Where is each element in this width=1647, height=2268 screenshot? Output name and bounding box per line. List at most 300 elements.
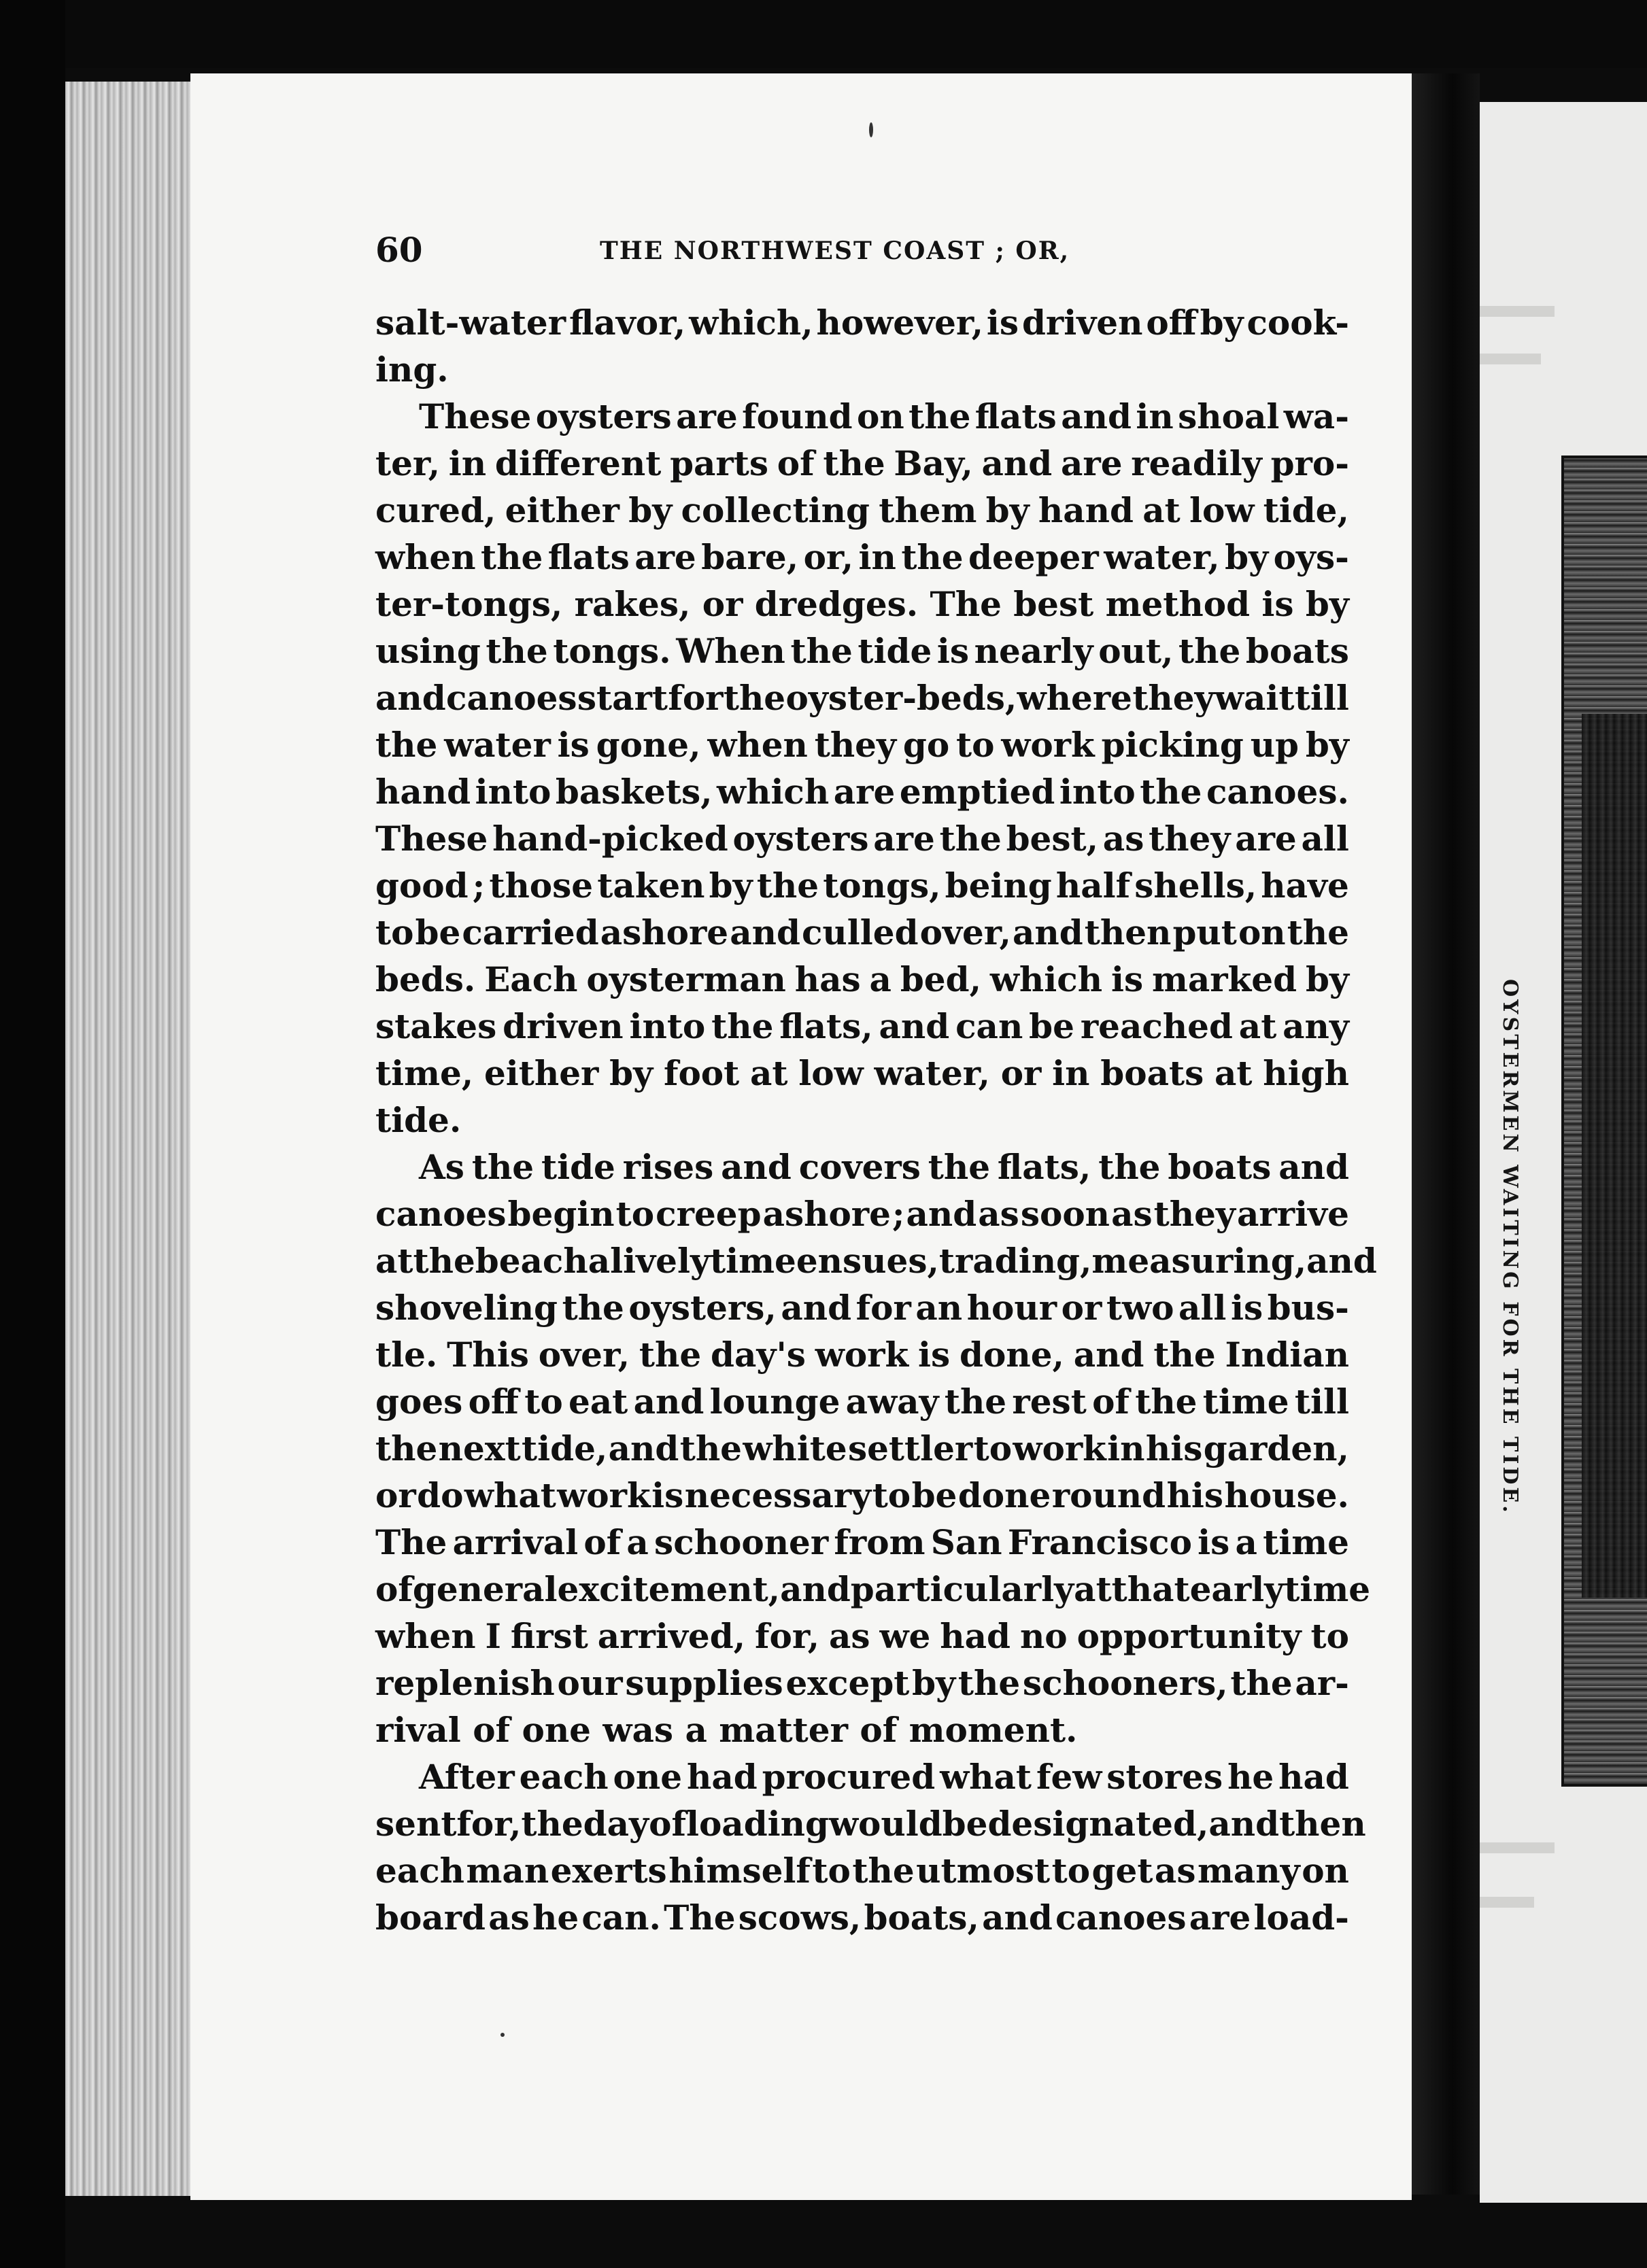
word: the [1140,772,1202,812]
word: a [588,1241,611,1281]
word: ing. [375,349,449,390]
word: till [1294,678,1349,718]
word: shoveling [375,1288,558,1328]
word: put [1172,912,1237,952]
word: had [1278,1757,1349,1797]
word: at [1215,1053,1253,1093]
word: Indian [1225,1335,1349,1375]
word: low [1189,490,1255,530]
word: canoes. [1206,772,1349,812]
word: is [936,631,970,671]
word: each [375,1851,465,1891]
word: foot [663,1053,740,1093]
word: boats [1245,631,1349,671]
text-line [375,1660,1349,1706]
word: lounge [709,1381,841,1422]
text-line [375,909,1349,956]
word: The [375,1522,447,1562]
word: and [1073,1335,1144,1375]
word: has [794,959,861,999]
word: day's [711,1335,806,1375]
text-line [375,1613,1349,1660]
word: measuring, [1091,1241,1307,1281]
word: white [743,1428,847,1468]
word: tle. [375,1335,438,1375]
word: oyster-beds, [785,678,1017,718]
word: supplies [625,1663,783,1703]
word: shells, [1134,865,1257,906]
word: time [1263,1522,1349,1562]
word: necessary [684,1475,872,1515]
word: day [583,1804,649,1844]
text-line [375,1706,1349,1753]
word: water [444,725,551,765]
word: oysters, [628,1288,777,1328]
word: the [375,1428,438,1468]
word: nearly [974,631,1093,671]
text-line [375,1331,1349,1378]
word: bed, [900,959,981,999]
word: oysters [535,396,672,436]
word: and [730,912,800,952]
word: of [1092,1381,1130,1422]
word: and [608,1428,679,1468]
word: and [1061,396,1132,436]
word: tide, [522,1428,608,1468]
word: at [1074,1569,1112,1609]
word: by [1305,725,1349,765]
word: As [419,1147,464,1187]
word: was [602,1710,674,1750]
word: Each [484,959,578,999]
word: or [375,1475,416,1515]
word: round [1051,1475,1166,1515]
word: settler [847,1428,973,1468]
word: all [1301,819,1349,859]
word: a [685,1710,707,1750]
word: exerts [550,1851,667,1891]
word: the [413,1241,475,1281]
word: either [505,490,619,530]
word: readily [1131,443,1262,483]
word: off [468,1381,519,1422]
word: time [1284,1569,1371,1609]
word: in [1107,1428,1145,1468]
word: soon [1020,1194,1110,1234]
word: and [1012,912,1083,952]
word: each [519,1757,609,1797]
word: opportunity [1076,1616,1302,1656]
word: the [1098,1147,1161,1187]
word: good [375,865,469,906]
word: and [781,1288,852,1328]
word: first [510,1616,588,1656]
word: boats, [864,1897,979,1938]
word: work [815,1335,909,1375]
word: had [686,1757,758,1797]
word: the [562,1288,624,1328]
text-line [375,1847,1349,1894]
word: work [557,1475,651,1515]
word: parts [670,443,769,483]
scan-speck [500,2033,505,2037]
word: the [1287,912,1349,952]
word: be [942,1804,988,1844]
word: those [489,865,594,906]
word: is [1198,1522,1230,1562]
word: rakes, [574,584,691,624]
word: to [1310,1616,1349,1656]
word: and [1306,1241,1377,1281]
word: by [609,1053,653,1093]
word: out, [1098,631,1174,671]
text-line [375,440,1349,487]
word: which [989,959,1103,999]
word: over, [538,1335,630,1375]
running-title: THE NORTHWEST COAST ; OR, [600,237,1070,265]
word: into [1059,772,1136,812]
word: cured, [375,490,496,530]
word: best [1013,584,1094,624]
word: flats [974,396,1057,436]
word: except [785,1663,910,1703]
word: is [557,725,590,765]
text-line [375,1284,1349,1331]
word: is [918,1335,951,1375]
word: driven [1021,303,1143,343]
word: being [945,865,1052,906]
word: or [1000,1053,1042,1093]
word: lively [610,1241,711,1281]
word: at [750,1053,788,1093]
text-line [375,1472,1349,1519]
word: The [664,1897,736,1938]
word: pro- [1270,443,1349,483]
word: by [628,490,673,530]
word: they [1132,678,1215,718]
word: to [1051,1851,1091,1891]
word: a [869,959,892,999]
text-line [375,862,1349,909]
word: they [1153,1194,1236,1234]
text-line [375,299,1349,346]
word: emptied [899,772,1055,812]
word: are [1235,819,1297,859]
word: load- [1253,1897,1349,1938]
word: house. [1224,1475,1349,1515]
word: in [448,443,487,483]
word: as [828,1616,870,1656]
book-page-edges [65,82,194,2196]
word: the [711,1006,774,1046]
text-line [375,1050,1349,1097]
word: when [707,725,808,765]
word: and [721,1147,792,1187]
facing-page [1480,102,1647,2203]
text-line [375,1144,1349,1190]
word: arrival [452,1522,579,1562]
text-line [375,346,1349,393]
word: start [577,678,668,718]
word: ; [472,865,486,906]
word: into [475,772,551,812]
word: the [375,725,438,765]
word: or [702,584,743,624]
word: however, [816,303,984,343]
word: tongs, [823,865,941,906]
word: is [986,303,1019,343]
word: These [375,819,488,859]
word: next [438,1428,521,1468]
word: I [485,1616,501,1656]
word: rises [622,1147,714,1187]
word: would [828,1804,943,1844]
word: by [985,490,1030,530]
word: and [1278,1147,1349,1187]
word: one [522,1710,591,1750]
word: time [1202,1381,1289,1422]
word: on [1238,912,1286,952]
word: can [955,1006,1023,1046]
word: These [419,396,532,436]
word: himself [668,1851,811,1891]
word: matter [719,1710,848,1750]
word: bus- [1267,1288,1349,1328]
word: on [857,396,904,436]
word: moment. [909,1710,1078,1750]
word: which, [689,303,813,343]
word: boats [1100,1053,1204,1093]
word: the [1153,1335,1216,1375]
word: by [1200,303,1244,343]
text-line [375,768,1349,815]
word: when [375,1616,476,1656]
word: of [777,443,815,483]
word: half [1055,865,1131,906]
word: a [1235,1522,1257,1562]
word: to [615,1194,655,1234]
word: from [834,1522,926,1562]
word: cook- [1246,303,1349,343]
word: rival [375,1710,461,1750]
word: of [649,1804,686,1844]
word: the [639,1335,702,1375]
word: the [521,1804,583,1844]
word: done [957,1475,1051,1515]
word: low [798,1053,864,1093]
word: shoal [1178,396,1280,436]
word: flavor, [568,303,686,343]
word: found [742,396,853,436]
word: are [833,772,896,812]
word: as [488,1897,530,1938]
word: ashore [600,912,729,952]
word: they [814,725,897,765]
word: are [1060,443,1123,483]
word: stakes [375,1006,497,1046]
word: begin [507,1194,615,1234]
word: the [1178,631,1241,671]
word: the [486,631,548,671]
word: gone, [596,725,701,765]
word: canoes [1055,1897,1187,1938]
running-head [375,230,1368,271]
facing-page-bleed-text [1480,306,1555,317]
word: method [1105,584,1251,624]
word: the [928,1147,991,1187]
word: loading [685,1804,829,1844]
word: he [1227,1757,1274,1797]
word: canoes [375,1194,507,1234]
word: collecting [681,490,870,530]
word: oys- [1273,537,1349,577]
word: as [1111,1194,1153,1234]
text-line [375,534,1349,581]
text-line [375,1237,1377,1284]
word: tide [858,631,932,671]
word: into [629,1006,706,1046]
word: the [939,819,1002,859]
word: and [981,443,1053,483]
text-line [375,1425,1349,1472]
text-line [375,956,1349,1003]
word: taken [597,865,705,906]
word: of [375,1569,413,1609]
word: the [723,678,786,718]
word: trading, [938,1241,1092,1281]
word: the [481,537,543,577]
word: on [1302,1851,1349,1891]
word: no [1019,1616,1068,1656]
book-gutter [1412,73,1480,2195]
word: best, [1006,819,1099,859]
word: arrive [1236,1194,1349,1234]
word: early [1189,1569,1285,1609]
word: of [473,1710,511,1750]
word: they [1149,819,1231,859]
word: time [710,1241,796,1281]
word: covers [798,1147,921,1187]
word: and [780,1569,851,1609]
word: the [679,1428,742,1468]
word: creep [656,1194,762,1234]
word: and [375,678,446,718]
word: general [412,1569,558,1609]
word: them [879,490,977,530]
word: scows, [738,1897,862,1938]
word: When [676,631,785,671]
word: off [1146,303,1197,343]
word: is [1261,584,1294,624]
word: San [930,1522,1002,1562]
text-line [375,1190,1349,1237]
word: ar- [1295,1663,1349,1703]
word: picking [1101,725,1244,765]
word: are [873,819,935,859]
word: flats, [997,1147,1091,1187]
text-line [375,1003,1349,1050]
word: as [1102,819,1144,859]
word: which [717,772,830,812]
word: ; [892,1194,905,1234]
word: particularly [850,1569,1074,1609]
word: as [1154,1851,1196,1891]
word: done, [960,1335,1064,1375]
word: do [417,1475,464,1515]
word: stores [1106,1757,1223,1797]
word: up [1250,725,1300,765]
word: work [1013,1428,1106,1468]
word: and [633,1381,704,1422]
word: his [1166,1475,1224,1515]
word: culled [801,912,919,952]
word: Bay, [894,443,973,483]
word: hand [1038,490,1134,530]
word: work [1001,725,1095,765]
text-line [375,393,1349,440]
word: the [756,865,819,906]
word: by [1225,537,1269,577]
word: wa- [1283,396,1349,436]
word: time, [375,1053,474,1093]
word: by [1305,959,1349,999]
word: his [1145,1428,1203,1468]
word: hand [375,772,471,812]
text-line [375,1753,1349,1800]
word: are [1189,1897,1251,1938]
word: The [930,584,1002,624]
text-line [375,1097,1349,1144]
word: to [524,1381,563,1422]
word: excitement, [557,1569,781,1609]
word: rest [1012,1381,1087,1422]
word: of [583,1522,622,1562]
word: After [419,1757,515,1797]
word: ashore [762,1194,891,1234]
word: we [879,1616,931,1656]
word: the [957,1663,1021,1703]
word: or, [803,537,854,577]
body-text [375,299,1377,1941]
word: carried [462,912,599,952]
text-line [375,674,1349,721]
word: a [626,1522,649,1562]
word: of [860,1710,898,1750]
word: man [466,1851,549,1891]
word: what [940,1757,1032,1797]
word: by [709,865,753,906]
word: tide. [375,1100,462,1140]
scan-border-left [0,0,65,2268]
word: flats [547,537,630,577]
word: and [906,1194,977,1234]
word: eat [568,1381,628,1422]
word: ter, [375,443,441,483]
scan-speck [869,122,873,137]
word: driven [503,1006,624,1046]
text-line [375,628,1349,674]
word: the [1230,1663,1293,1703]
word: or [1061,1288,1102,1328]
word: he [532,1897,579,1938]
word: salt-water [375,303,566,343]
word: hand-picked [492,819,728,859]
word: many [1197,1851,1300,1891]
word: where [1017,678,1132,718]
text-line [375,721,1349,768]
word: goes [375,1381,463,1422]
text-line [375,487,1349,534]
